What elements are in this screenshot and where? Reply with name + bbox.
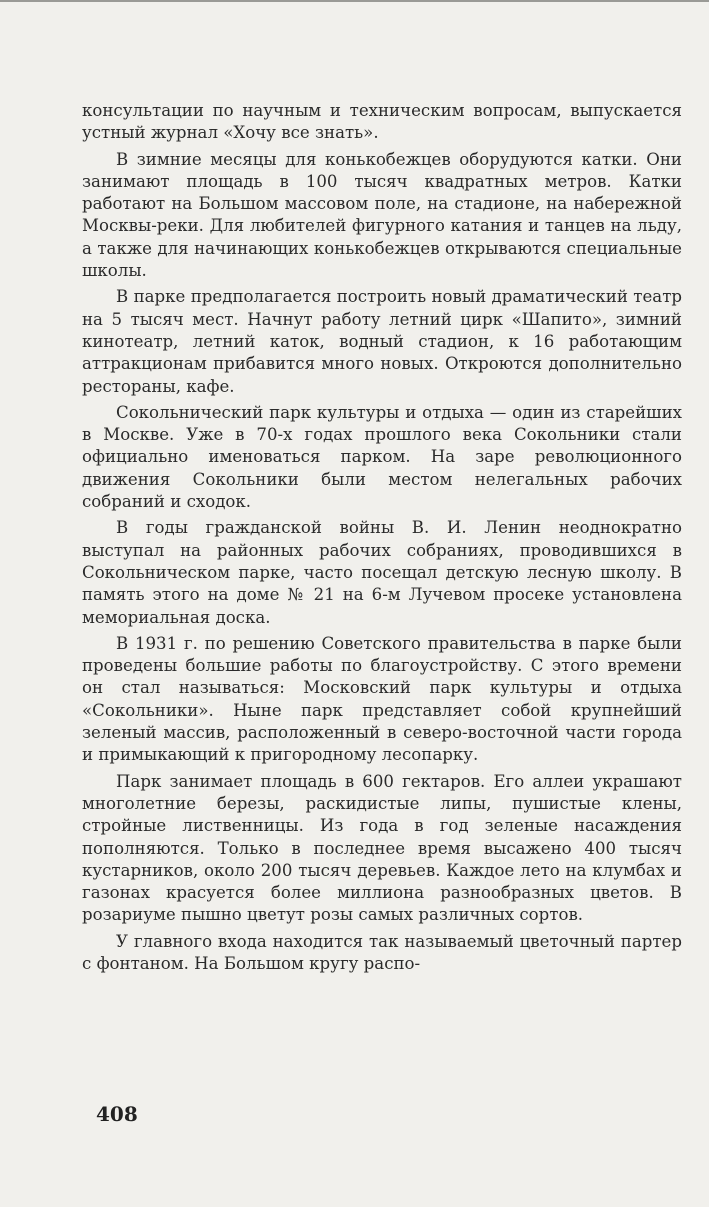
paragraph-5: В годы гражданской войны В. И. Ленин неоднократно выступал на районных рабочих собраниях, проводившихся в Сокольническом парке, часто посещал детскую лесную школу. В память этого на доме № 21 на 6-м Лучевом просеке установлена мемориальная доска. [82, 518, 682, 627]
paragraph-7: Парк занимает площадь в 600 гектаров. Его аллеи украшают многолетние березы, раскидистые липы, пушистые клены, стройные лиственницы. Из года в год зеленые насаждения пополняются. Только в последнее время высажено 400 тысяч кустарников, около 200 тысяч деревьев. Каждое лето на клумбах и газонах красуется более миллиона разнообразных цветов. В розариуме пышно цветут розы самых различных сортов. [82, 771, 682, 925]
page-number: 408 [96, 1102, 138, 1126]
paragraph-6: В 1931 г. по решению Советского правительства в парке были проведены большие работы по благоустройству. С этого времени он стал называться: Московский парк культуры и отдыха «Сокольники». Ныне парк представляет собой крупнейший зеленый массив, расположенный в северо-восточной части города и примыкающий к пригородному лесопарку. [82, 633, 682, 765]
paragraph-1: консультации по научным и техническим вопросам, выпускается устный журнал «Хочу все знать». [82, 101, 682, 143]
paragraph-8: У главного входа находится так называемый цветочный партер с фонтаном. На Большом кругу распо- [82, 931, 682, 973]
paragraph-2: В зимние месяцы для конькобежцев оборудуются катки. Они занимают площадь в 100 тысяч квадратных метров. Катки работают на Большом массовом поле, на стадионе, на набережной Москвы-реки. Для любителей фигурного катания и танцев на льду, а также для начинающих конькобежцев открываются специальные школы. [82, 149, 682, 281]
paragraph-4: Сокольнический парк культуры и отдыха — один из старейших в Москве. Уже в 70-х годах прошлого века Сокольники стали официально именоваться парком. На заре революционного движения Сокольники были местом нелегальных рабочих собраний и сходок. [82, 402, 682, 512]
paragraph-3: В парке предполагается построить новый драматический театр на 5 тысяч мест. Начнут работу летний цирк «Шапито», зимний кинотеатр, летний каток, водный стадион, к 16 работающим аттракционам прибавится много новых. Откроются дополнительно рестораны, кафе. [82, 287, 682, 396]
page-body [82, 100, 682, 979]
top-edge-rule [0, 0, 709, 2]
